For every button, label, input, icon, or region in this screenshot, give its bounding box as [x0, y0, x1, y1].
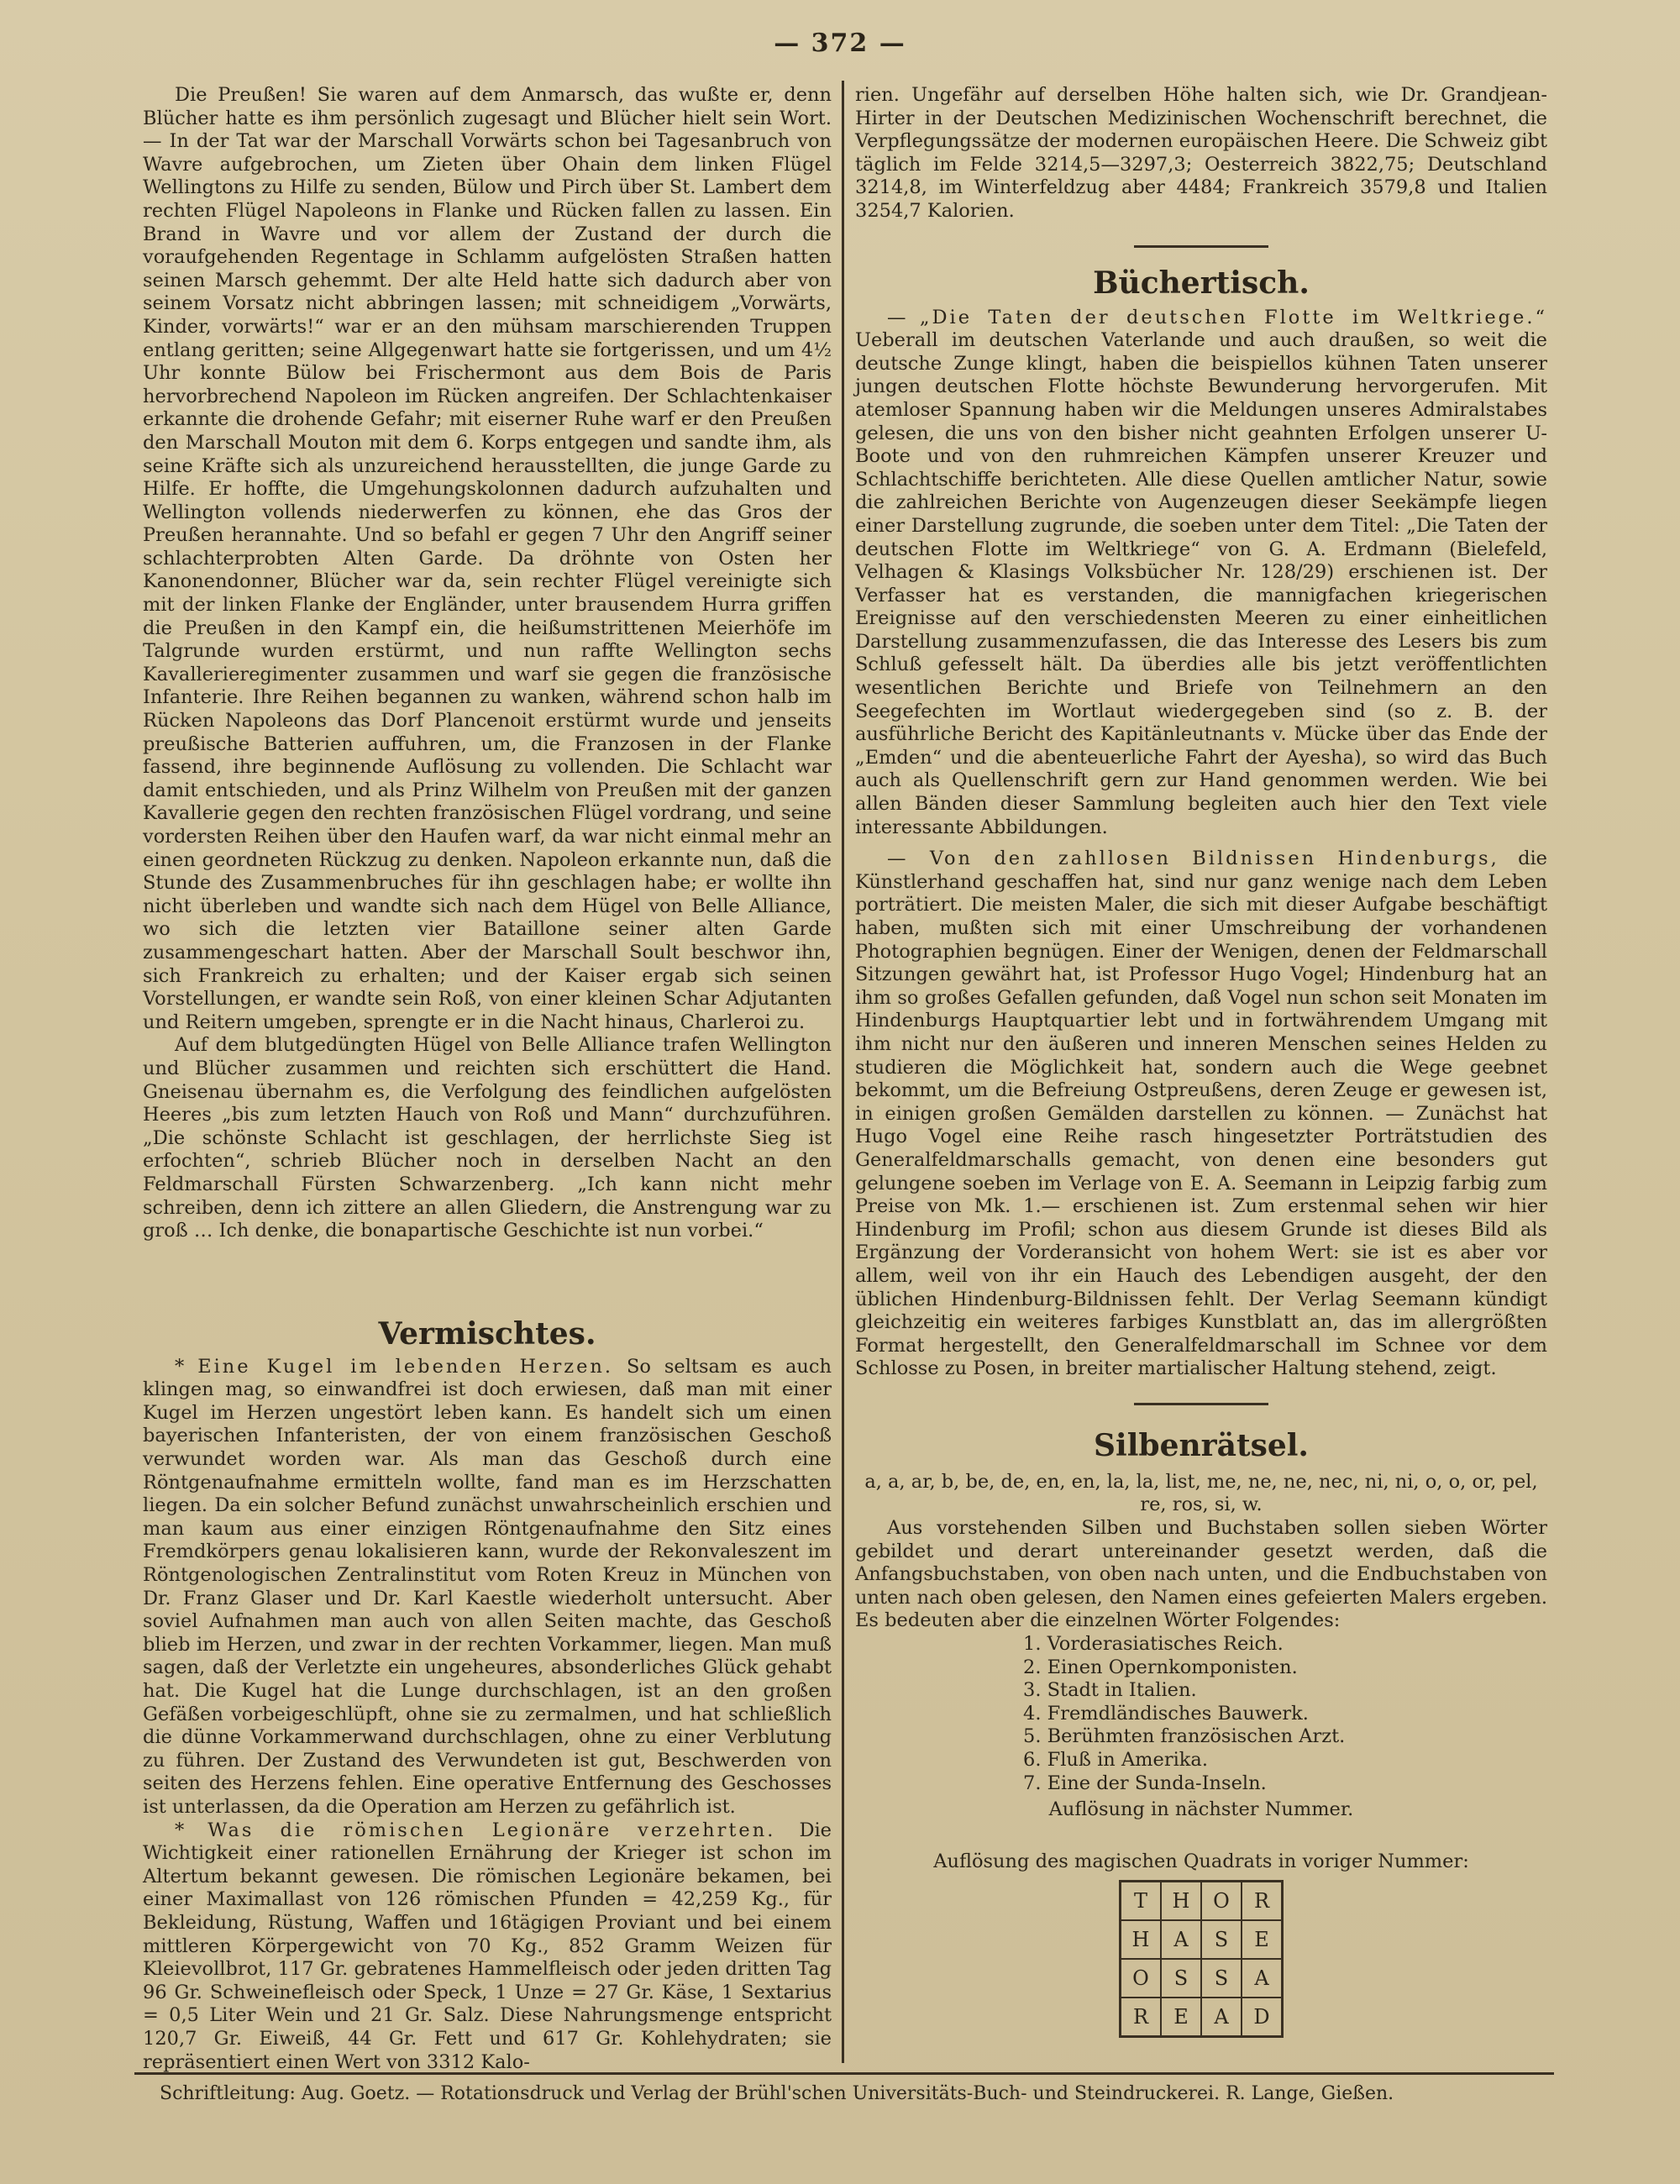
silben-instruction: Aus vorstehenden Silben und Buchstaben sollen sieben Wörter gebildet und derart untereinander gesetzt werden, daß die Anfangsbuchstaben, von oben nach unten, und die Endbuchstaben von unten nach oben gelesen, den Namen eines gefeierten Malers ergeben. Es bedeuten aber die einzelnen Wörter Folgendes: [855, 1517, 1547, 1632]
waterloo-paragraph-2: Auf dem blutgedüngten Hügel von Belle Alliance trafen Wellington und Blücher zusammen und reichten sich erschüttert die Hand. Gneisenau übernahm es, die Verfolgung des feindlichen aufgelösten Heeres „bis zum letzten Hauch von Roß und Mann“ durchzuführen. „Die schönste Schlacht ist geschlagen, der herrlichste Sieg ist erfochten“, schrieb Blücher noch in derselben Nacht an den Feldmarschall Fürsten Schwarzenberg. „Ich kann nicht mehr schreiben, denn ich zittere an allen Gliedern, die Anstrengung war zu groß … Ich denke, die bonapartische Geschichte ist nun vorbei.“ [143, 1034, 832, 1242]
list-item: 3. Stadt in Italien. [1023, 1679, 1197, 1702]
square-cell: O [1121, 1959, 1162, 1998]
square-cell: S [1161, 1959, 1201, 1998]
buechertisch-heading: Büchertisch. [1093, 265, 1310, 301]
silbenraetsel-heading: Silbenrätsel. [1094, 1427, 1309, 1463]
square-cell: E [1161, 1998, 1201, 2037]
quadrat-caption: Auflösung des magischen Quadrats in voriger Nummer: [933, 1850, 1469, 1872]
hindenburg-text: die Künstlerhand geschaffen hat, sind nur ganz wenige nach dem Leben porträtiert. Die meisten Maler, die sich mit dieser Aufgabe beschäftigt haben, mußten sich mit einer Umschreibung der vorhandenen Photographien begnügen. Einer der Wenigen, denen der Feldmarschall Sitzungen gewährt hat, ist Professor Hugo Vogel; Hindenburg hat an ihm so großes Gefallen gefunden, daß Vogel nun schon seit Monaten im Hindenburgs Hauptquartier lebt und in fortwährendem Umgang mit ihm nicht nur den äußeren und inneren Menschen seines Helden zu studieren die Möglichkeit hat, sondern auch die Wege geebnet bekommt, um die Befreiung Ostpreußens, deren Zeuge er gewesen ist, in einigen großen Gemälden darstellen zu können. — Zunächst hat Hugo Vogel eine Reihe rasch hingesetzter Porträtstudien des Generalfeldmarschalls gemacht, von denen eine besonders gut gelungene soeben im Verlage von E. A. Seemann in Leipzig farbig zum Preise von Mk. 1.— erschienen ist. Zum erstenmal sehen wir hier Hindenburg im Profil; schon aus diesem Grunde ist dieses Bild als Ergänzung der Vorderansicht von hohem Wert: sie ist es aber vor allem, weil von ihr ein Hauch des Lebendigen ausgeht, der den üblichen Hindenburg-Bildnissen fehlt. Der Verlag Seemann kündigt gleichzeitig ein weiteres farbiges Kunstblatt an, das im allergrößten Format hergestellt, den Generalfeldmarschall im Schnee vor dem Schlosse zu Posen, in breiter martialischer Haltung stehend, zeigt. [855, 848, 1547, 1380]
flotte-title: „Die Taten der deutschen Flotte im Weltkriege.“ [919, 306, 1548, 328]
table-row [1121, 1920, 1283, 1959]
list-item: 1. Vorderasiatisches Reich. [1023, 1633, 1284, 1656]
square-cell: S [1201, 1959, 1242, 1998]
silben-solution-note: Auflösung in nächster Nummer. [1048, 1798, 1354, 1821]
kugel-article: * Eine Kugel im lebenden Herzen. So seltsam es auch klingen mag, so einwandfrei ist doch erwiesen, daß man mit einer Kugel im Herzen ungestört leben kann. Es handelt sich um einen bayerischen Infanteristen, der von einem französischen Geschoß verwundet worden war. Als man das Geschoß durch eine Röntgenaufnahme ermitteln wollte, fand man es im Herzschatten liegen. Da ein solcher Befund zunächst unwahrscheinlich erschien und man kaum aus einer einzigen Röntgenaufnahme den Sitz eines Fremdkörpers genau lokalisieren kann, wurde der Rekonvaleszent im Röntgenologischen Zentralinstitut vom Roten Kreuz in München von Dr. Franz Glaser und Dr. Karl Kaestle wiederholt untersucht. Aber soviel Aufnahmen man auch von allen Seiten machte, das Geschoß blieb im Herzen, und zwar in der rechten Vorkammer, liegen. Man muß sagen, daß der Verletzte ein ungeheures, absonderliches Glück gehabt hat. Die Kugel hat die Lunge durchschlagen, ist an den großen Gefäßen vorbeigeschlüpft, ohne sie zu zermalmen, und hat schließlich die dünne Vorkammerwand durchschlagen, ohne zu einer Verblutung zu führen. Der Zustand des Verwundeten ist gut, Beschwerden von seiten des Herzens fehlen. Eine operative Entfernung des Geschosses ist unterlassen, da die Operation am Herzen zu gefährlich ist. [143, 1355, 832, 1818]
square-cell: R [1121, 1998, 1162, 2037]
footer-rule [134, 2072, 1554, 2075]
legion-title: Was die römischen Legionäre verzehrten. [207, 1819, 776, 1841]
magic-square [1119, 1880, 1284, 2038]
column-divider [842, 81, 844, 2063]
square-cell: A [1161, 1920, 1201, 1959]
square-cell: T [1121, 1882, 1162, 1921]
square-cell: S [1201, 1920, 1242, 1959]
list-item: 5. Berühmten französischen Arzt. [1023, 1725, 1346, 1748]
legion-article: * Was die römischen Legionäre verzehrten. Die Wichtigkeit einer rationellen Ernährung der Krieger ist schon im Altertum bekannt gewesen. Die römischen Legionäre bekamen, bei einer Maximallast von 126 römischen Pfunden = 42,259 Kg., für Bekleidung, Rüstung, Waffen und 16tägigen Proviant und bei einem mittleren Körpergewicht von 70 Kg., 852 Gramm Weizen für Kleievollbrot, 117 Gr. gebratenes Hammelfleisch oder jeden dritten Tag 96 Gr. Schweinefleisch oder Speck, 1 Unze = 27 Gr. Käse, 1 Sextarius = 0,5 Liter Wein und 21 Gr. Salz. Diese Nahrungsmenge entspricht 120,7 Gr. Eiweiß, 44 Gr. Fett und 617 Gr. Kohlehydraten; sie repräsentiert einen Wert von 3312 Kalo- [143, 1819, 832, 2073]
list-item: 7. Eine der Sunda-Inseln. [1023, 1772, 1267, 1794]
table-row [1121, 1959, 1283, 1998]
square-cell: A [1201, 1998, 1242, 2037]
kugel-text: So seltsam es auch klingen mag, so einwandfrei ist doch erwiesen, daß man mit einer Kugel im Herzen ungestört leben kann. Es handelt sich um einen bayerischen Infanteristen, der von einem französischen Geschoß verwundet worden war. Als man das Geschoß durch eine Röntgenaufnahme ermitteln wollte, fand man es im Herzschatten liegen. Da ein solcher Befund zunächst unwahrscheinlich erschien und man kaum aus einer einzigen Röntgenaufnahme den Sitz eines Fremdkörpers genau lokalisieren kann, wurde der Rekonvaleszent im Röntgenologischen Zentralinstitut vom Roten Kreuz in München von Dr. Franz Glaser und Dr. Karl Kaestle wiederholt untersucht. Aber soviel Aufnahmen man auch von allen Seiten machte, das Geschoß blieb im Herzen, und zwar in der rechten Vorkammer, liegen. Man muß sagen, daß der Verletzte ein ungeheures, absonderliches Glück gehabt hat. Die Kugel hat die Lunge durchschlagen, ist an den großen Gefäßen vorbeigeschlüpft, ohne sie zu zermalmen, und hat schließlich die dünne Vorkammerwand durchschlagen, ohne zu einer Verblutung zu führen. Der Zustand des Verwundeten ist gut, Beschwerden von seiten des Herzens fehlen. Eine operative Entfernung des Geschosses ist unterlassen, da die Operation am Herzen zu gefährlich ist. [143, 1355, 832, 1818]
silben-syllables: a, a, ar, b, be, de, en, en, la, la, list, me, ne, ne, nec, ni, ni, o, o, or, pel, re, ros, si, w. [864, 1470, 1538, 1516]
flotte-review: — „Die Taten der deutschen Flotte im Weltkriege.“ Ueberall im deutschen Vaterlande und auch draußen, so weit die deutsche Zunge klingt, haben die beispiellos kühnen Taten unserer jungen deutschen Flotte höchste Bewunderung hervorgerufen. Mit atemloser Spannung haben wir die Meldungen unseres Admiralstabes gelesen, die uns von den bisher nicht geahnten Erfolgen unserer U-Boote und von den ruhmreichen Kämpfen unserer Kreuzer und Schlachtschiffe berichteten. Alle diese Quellen amtlicher Natur, sowie die zahlreichen Berichte von Augenzeugen dieser Seekämpfe liegen einer Darstellung zugrunde, die soeben unter dem Titel: „Die Taten der deutschen Flotte im Weltkriege“ von G. A. Erdmann (Bielefeld, Velhagen & Klasings Volksbücher Nr. 128/29) erschienen ist. Der Verfasser hat es verstanden, die mannigfachen kriegerischen Ereignisse auf den verschiedensten Meeren zu einer einheitlichen Darstellung zusammenzufassen, die das Interesse des Lesers bis zum Schluß gefesselt hält. Da überdies alle bis jetzt veröffentlichten wesentlichen Berichte und Briefe von Teilnehmern an den Seegefechten im Wortlaut wiedergegeben sind (so z. B. der ausführliche Bericht des Kapitänleutnants v. Mücke über das Ende der „Emden“ und die abenteuerliche Fahrt der Ayesha), so wird das Buch auch als Quellenschrift gern zur Hand genommen werden. Wie bei allen Bänden dieser Sammlung begleiten auch hier den Text viele interessante Abbildungen. [855, 306, 1548, 838]
list-item: 2. Einen Opernkomponisten. [1023, 1656, 1298, 1678]
table-row [1121, 1882, 1283, 1921]
list-item: 6. Fluß in Amerika. [1023, 1749, 1208, 1771]
square-cell: E [1242, 1920, 1283, 1959]
right-column [855, 84, 1547, 2038]
left-column [143, 84, 832, 2074]
kugel-title: Eine Kugel im lebenden Herzen. [197, 1355, 614, 1378]
list-item: 4. Fremdländisches Bauwerk. [1023, 1702, 1309, 1725]
square-cell: R [1242, 1882, 1283, 1921]
vermischtes-heading: Vermischtes. [378, 1315, 596, 1352]
square-cell: H [1161, 1882, 1201, 1921]
page-number: — 372 — [774, 29, 906, 58]
hindenburg-title: — Von den zahllosen Bildnissen Hindenburgs, [887, 848, 1499, 870]
table-row [1121, 1998, 1283, 2037]
square-cell: O [1201, 1882, 1242, 1921]
square-cell: H [1121, 1920, 1162, 1959]
square-cell: A [1242, 1959, 1283, 1998]
imprint-footer: Schriftleitung: Aug. Goetz. — Rotationsdruck und Verlag der Brühl'schen Universitäts-Buch- und Steindruckerei. R. Lange, Gießen. [160, 2083, 1394, 2104]
flotte-text: Ueberall im deutschen Vaterlande und auch draußen, so weit die deutsche Zunge klingt, haben die beispiellos kühnen Taten unserer jungen deutschen Flotte höchste Bewunderung hervorgerufen. Mit atemloser Spannung haben wir die Meldungen unseres Admiralstabes gelesen, die uns von den bisher nicht geahnten Erfolgen unserer U-Boote und von den ruhmreichen Kämpfen unserer Kreuzer und Schlachtschiffe berichteten. Alle diese Quellen amtlicher Natur, sowie die zahlreichen Berichte von Augenzeugen dieser Seekämpfe liegen einer Darstellung zugrunde, die soeben unter dem Titel: „Die Taten der deutschen Flotte im Weltkriege“ von G. A. Erdmann (Bielefeld, Velhagen & Klasings Volksbücher Nr. 128/29) erschienen ist. Der Verfasser hat es verstanden, die mannigfachen kriegerischen Ereignisse auf den verschiedensten Meeren zu einer einheitlichen Darstellung zusammenzufassen, die das Interesse des Lesers bis zum Schluß gefesselt hält. Da überdies alle bis jetzt veröffentlichten wesentlichen Berichte und Briefe von Teilnehmern an den Seegefechten im Wortlaut wiedergegeben sind (so z. B. der ausführliche Bericht des Kapitänleutnants v. Mücke über das Ende der „Emden“ und die abenteuerliche Fahrt der Ayesha), so wird das Buch auch als Quellenschrift gern zur Hand genommen werden. Wie bei allen Bänden dieser Sammlung begleiten auch hier den Text viele interessante Abbildungen. [855, 329, 1547, 838]
square-cell: D [1242, 1998, 1283, 2037]
waterloo-paragraph-1: Die Preußen! Sie waren auf dem Anmarsch, das wußte er, denn Blücher hatte es ihm persönlich zugesagt und Blücher hielt sein Wort. — In der Tat war der Marschall Vorwärts schon bei Tagesanbruch von Wavre aufgebrochen, um Zieten über Ohain dem linken Flügel Wellingtons zu Hilfe zu senden, Bülow und Pirch über St. Lambert dem rechten Flügel Napoleons in Flanke und Rücken fallen zu lassen. Ein Brand in Wavre und vor allem der Zustand der durch die voraufgehenden Regentage in Schlamm aufgelösten Straßen hatten seinen Marsch gehemmt. Der alte Held hatte sich dadurch aber von seinem Vorsatz nicht abbringen lassen; mit schneidigem „Vorwärts, Kinder, vorwärts!“ war er an den mühsam marschierenden Truppen entlang geritten; seine Allgegenwart hatte sie fortgerissen, und um 4½ Uhr konnte Bülow bei Frischermont aus dem Bois de Paris hervorbrechend Napoleon im Rücken angreifen. Der Schlachtenkaiser erkannte die drohende Gefahr; mit eiserner Ruhe warf er den Preußen den Marschall Mouton mit dem 6. Korps entgegen und sandte ihm, als seine Kräfte sich als unzureichend herausstellten, die junge Garde zu Hilfe. Er hoffte, die Umgehungskolonnen dadurch aufzuhalten und Wellington vollends niederwerfen zu können, ehe das Gros der Preußen herannahte. Und so befahl er gegen 7 Uhr den Angriff seiner schlachterprobten Alten Garde. Da dröhnte von Osten her Kanonendonner, Blücher war da, sein rechter Flügel vereinigte sich mit der linken Flanke der Engländer, unter brausendem Hurra griffen die Preußen in den Kampf ein, die heißumstrittenen Meierhöfe im Talgrunde wurden erstürmt, und nun raffte Wellington sechs Kavallerieregimenter zusammen und warf sie gegen die französische Infanterie. Ihre Reihen begannen zu wanken, während schon halb im Rücken Napoleons das Dorf Plancenoit erstürmt wurde und jenseits preußische Batterien auffuhren, um, die Franzosen in der Flanke fassend, ihre beginnende Auflösung zu vollenden. Die Schlacht war damit entschieden, und als Prinz Wilhelm von Preußen mit der ganzen Kavallerie gegen den rechten französischen Flügel vordrang, und seine vordersten Reihen über den Haufen warf, da war nicht einmal mehr an einen geordneten Rückzug zu denken. Napoleon erkannte nun, daß die Stunde des Zusammenbruches für ihn geschlagen habe; er wollte ihn nicht überleben und wandte sich nach dem Hügel von Belle Alliance, wo sich die letzten vier Bataillone seiner alten Garde zusammengeschart hatten. Aber der Marschall Soult beschwor ihn, sich Frankreich zu erhalten; und der Kaiser ergab sich seinen Vorstellungen, er wandte sein Roß, von einer kleinen Schar Adjutanten und Reitern umgeben, sprengte er in die Nacht hinaus, Charleroi zu. [143, 84, 832, 1033]
legion-text: Die Wichtigkeit einer rationellen Ernährung der Krieger ist schon im Altertum bekannt gewesen. Die römischen Legionäre bekamen, bei einer Maximallast von 126 römischen Pfunden = 42,259 Kg., für Bekleidung, Rüstung, Waffen und 16tägigen Proviant und bei einem mittleren Körpergewicht von 70 Kg., 852 Gramm Weizen für Kleievollbrot, 117 Gr. gebratenes Hammelfleisch oder jeden dritten Tag 96 Gr. Schweinefleisch oder Speck, 1 Unze = 27 Gr. Käse, 1 Sextarius = 0,5 Liter Wein und 21 Gr. Salz. Diese Nahrungsmenge entspricht 120,7 Gr. Eiweiß, 44 Gr. Fett und 617 Gr. Kohlehydraten; sie repräsentiert einen Wert von 3312 Kalo- [143, 1819, 832, 2073]
legion-continuation: rien. Ungefähr auf derselben Höhe halten sich, wie Dr. Grandjean-Hirter in der Deutschen Medizinischen Wochenschrift berechnet, die Verpflegungssätze der modernen europäischen Heere. Die Schweiz gibt täglich im Felde 3214,5—3297,3; Oesterreich 3822,75; Deutschland 3214,8, im Winterfeldzug aber 4484; Frankreich 3579,8 und Italien 3254,7 Kalorien. [855, 84, 1547, 222]
silben-list [855, 1633, 1547, 1795]
hindenburg-review [855, 848, 1547, 1381]
